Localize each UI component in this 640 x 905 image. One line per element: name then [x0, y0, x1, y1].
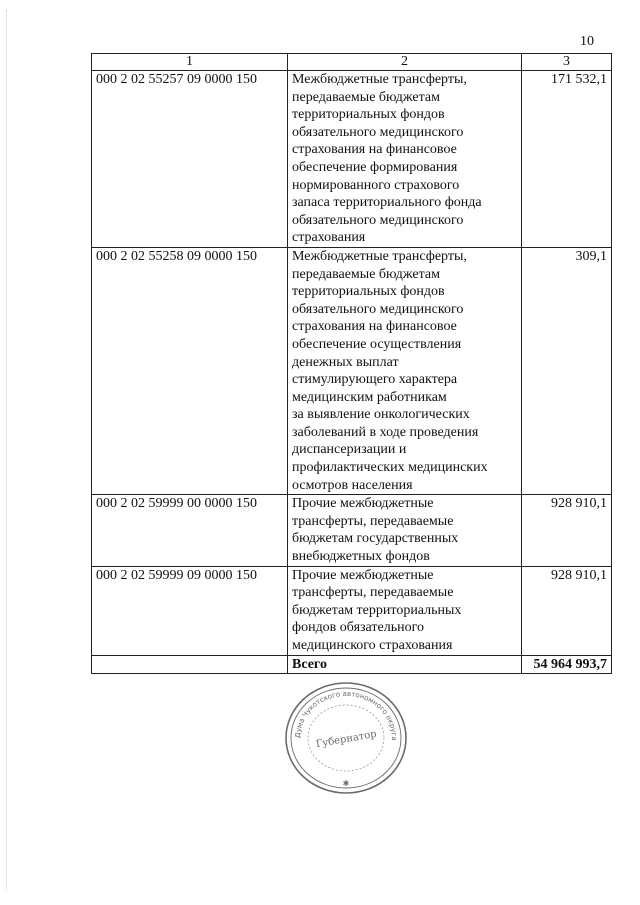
description-line: медицинским работникам: [292, 389, 447, 405]
table-row: [92, 495, 612, 566]
description-line: обеспечение формирования: [292, 159, 458, 175]
total-label: Всего: [288, 655, 522, 674]
description-line: внебюджетных фондов: [292, 549, 430, 565]
row-code: 000 2 02 55257 09 0000 150: [92, 71, 288, 248]
row-code: 000 2 02 59999 00 0000 150: [92, 495, 288, 566]
seal-ring-text: Дума Чукотского автономного округа: [293, 689, 399, 741]
row-description: [288, 247, 522, 494]
seal-center-text: Губернатор: [315, 728, 378, 751]
official-seal: [283, 680, 409, 796]
row-amount: 309,1: [522, 247, 612, 494]
description-line: фондов обязательного: [292, 620, 424, 636]
row-description: [288, 495, 522, 566]
description-line: Прочие межбюджетные: [292, 496, 434, 512]
description-line: запаса территориального фонда: [292, 195, 482, 211]
description-line: нормированного страхового: [292, 177, 460, 193]
scan-margin-edge: [6, 10, 8, 890]
description-line: Межбюджетные трансферты,: [292, 72, 467, 87]
description-line: территориальных фондов: [292, 107, 445, 123]
table-row: [92, 71, 612, 248]
description-line: за выявление онкологических: [292, 407, 470, 423]
description-line: передаваемые бюджетам: [292, 266, 440, 282]
description-line: страхования на финансовое: [292, 142, 457, 158]
description-line: медицинского страхования: [292, 638, 453, 653]
column-header-description: 2: [288, 54, 522, 71]
table-header-row: [92, 54, 612, 71]
description-line: страхования: [292, 230, 366, 246]
row-code: 000 2 02 59999 09 0000 150: [92, 566, 288, 655]
description-line: обеспечение осуществления: [292, 336, 462, 352]
total-code: [92, 655, 288, 674]
description-line: осмотров населения: [292, 477, 413, 493]
description-line: трансферты, передаваемые: [292, 513, 454, 529]
description-line: бюджетам государственных: [292, 531, 459, 547]
budget-table: [91, 53, 612, 674]
description-line: обязательного медицинского: [292, 301, 464, 317]
description-line: заболеваний в ходе проведения: [292, 424, 479, 440]
description-line: профилактических медицинских: [292, 460, 488, 476]
column-header-code: 1: [92, 54, 288, 71]
total-row: [92, 655, 612, 674]
row-amount: 928 910,1: [522, 566, 612, 655]
description-line: страхования на финансовое: [292, 319, 457, 335]
description-line: обязательного медицинского: [292, 124, 464, 140]
page-number: 10: [580, 34, 594, 49]
table-body: [92, 71, 612, 674]
row-amount: 171 532,1: [522, 71, 612, 248]
table-row: [92, 247, 612, 494]
description-line: обязательного медицинского: [292, 212, 464, 228]
row-description: [288, 566, 522, 655]
row-description: [288, 71, 522, 248]
description-line: денежных выплат: [292, 354, 399, 370]
description-line: бюджетам территориальных: [292, 602, 462, 618]
row-code: 000 2 02 55258 09 0000 150: [92, 247, 288, 494]
column-header-amount: 3: [522, 54, 612, 71]
table-row: [92, 566, 612, 655]
description-line: диспансеризации и: [292, 442, 407, 458]
description-line: Прочие межбюджетные: [292, 567, 434, 583]
total-amount: 54 964 993,7: [522, 655, 612, 674]
description-line: передаваемые бюджетам: [292, 89, 440, 105]
description-line: Межбюджетные трансферты,: [292, 248, 467, 264]
description-line: трансферты, передаваемые: [292, 585, 454, 601]
row-amount: 928 910,1: [522, 495, 612, 566]
description-line: стимулирующего характера: [292, 372, 458, 388]
seal-star-icon: ✱: [342, 779, 350, 788]
description-line: территориальных фондов: [292, 284, 445, 300]
